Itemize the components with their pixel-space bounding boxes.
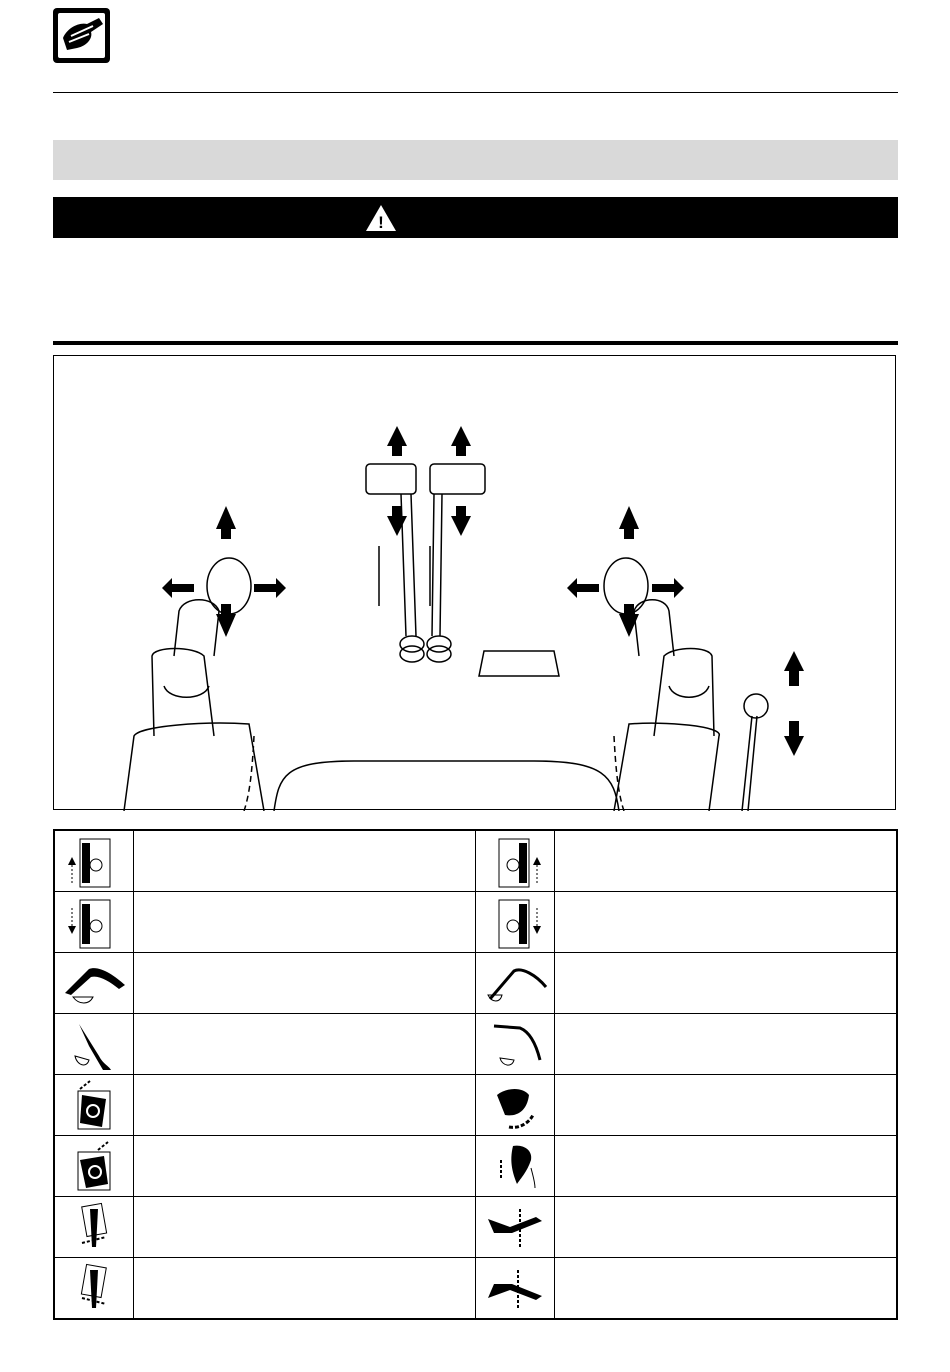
blade-up-icon xyxy=(475,1197,554,1258)
legend-text xyxy=(134,914,142,929)
legend-text xyxy=(555,975,563,990)
legend-text xyxy=(555,1097,563,1112)
travel-levers xyxy=(366,464,485,662)
bucket-curl-icon xyxy=(475,1075,554,1136)
bucket-dump-icon xyxy=(475,1136,554,1197)
swing-right-icon xyxy=(54,1136,133,1197)
legend-row xyxy=(54,892,897,953)
legend-text xyxy=(555,1280,563,1295)
legend-text xyxy=(555,1158,563,1173)
boom-swing-right-icon xyxy=(54,1258,133,1320)
right-console xyxy=(604,558,719,811)
boom-down-icon xyxy=(475,1014,554,1075)
manual-icon xyxy=(53,8,110,63)
legend-row xyxy=(54,830,897,892)
operator-seat xyxy=(274,761,619,811)
arm-in-icon xyxy=(54,1014,133,1075)
legend-row xyxy=(54,953,897,1014)
legend-text xyxy=(134,1280,142,1295)
legend-row xyxy=(54,1197,897,1258)
control-legend-table xyxy=(53,829,898,1320)
section-rule xyxy=(53,341,898,345)
legend-text xyxy=(555,1036,563,1051)
legend-text xyxy=(134,1219,142,1234)
legend-row xyxy=(54,1014,897,1075)
legend-text xyxy=(134,975,142,990)
legend-text xyxy=(134,853,142,868)
track-forward-right-icon xyxy=(475,830,554,892)
header-rule xyxy=(53,92,898,93)
svg-text:!: ! xyxy=(378,213,384,232)
swing-left-icon xyxy=(54,1075,133,1136)
legend-row xyxy=(54,1258,897,1320)
warning-triangle-icon xyxy=(364,203,398,233)
legend-text xyxy=(555,853,563,868)
legend-text xyxy=(555,1219,563,1234)
boom-up-icon xyxy=(475,953,554,1014)
legend-row xyxy=(54,1136,897,1197)
control-lever-diagram xyxy=(53,355,896,810)
blade-down-icon xyxy=(475,1258,554,1320)
left-console xyxy=(124,558,264,811)
legend-text xyxy=(134,1036,142,1051)
legend-text xyxy=(134,1097,142,1112)
legend-row xyxy=(54,1075,897,1136)
legend-text xyxy=(555,914,563,929)
legend-text xyxy=(134,1158,142,1173)
track-reverse-left-icon xyxy=(54,892,133,953)
blade-lever xyxy=(742,694,768,811)
warning-banner xyxy=(53,197,898,238)
track-reverse-right-icon xyxy=(475,892,554,953)
section-title-bar xyxy=(53,140,898,180)
arm-out-icon xyxy=(54,953,133,1014)
boom-swing-left-icon xyxy=(54,1197,133,1258)
track-forward-left-icon xyxy=(54,830,133,892)
